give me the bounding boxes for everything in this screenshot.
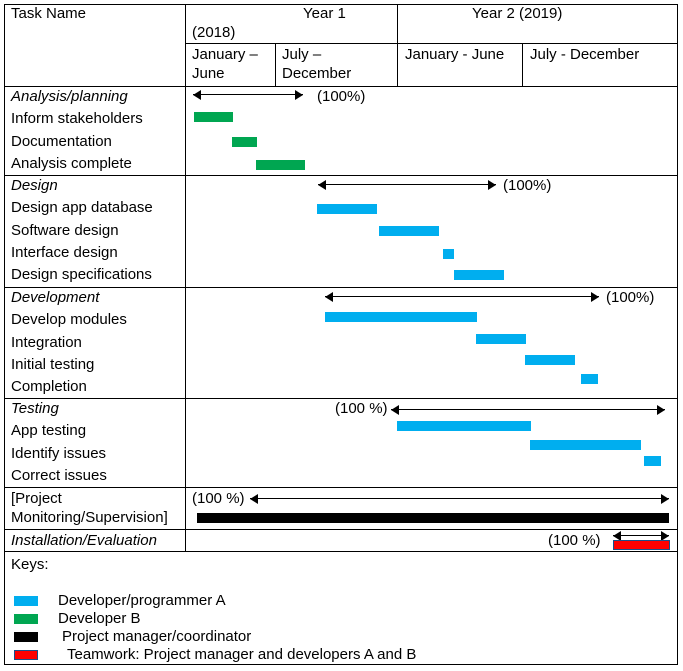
row-divider-header <box>4 86 678 87</box>
table-border-right <box>677 4 678 665</box>
key-label-manager: Project manager/coordinator <box>62 628 252 645</box>
row-divider-installation <box>4 551 678 552</box>
bar-design-app-database <box>317 204 377 214</box>
keys-title: Keys: <box>11 556 49 573</box>
period-header-1b: June <box>192 65 225 82</box>
key-swatch-developer-a <box>14 596 38 606</box>
period-header-2b: December <box>282 65 352 82</box>
task-completion: Completion <box>11 378 87 395</box>
span-arrow-testing <box>391 405 665 415</box>
task-integration: Integration <box>11 334 82 351</box>
bar-installation <box>613 540 670 550</box>
period-header-1a: January – <box>192 46 258 63</box>
key-swatch-developer-b <box>14 614 38 624</box>
task-name-header: Task Name <box>11 5 87 22</box>
task-correct-issues: Correct issues <box>11 467 107 484</box>
task-design-app-database: Design app database <box>11 199 153 216</box>
group-title-development: Development <box>11 289 100 306</box>
bar-app-testing <box>397 421 531 431</box>
period-divider-1 <box>275 43 276 86</box>
task-interface-design: Interface design <box>11 244 118 261</box>
group-title-monitoring-line2: Monitoring/Supervision] <box>11 509 168 526</box>
task-design-specifications: Design specifications <box>11 266 152 283</box>
span-arrow-design <box>318 180 496 190</box>
group-title-analysis: Analysis/planning <box>11 88 128 105</box>
task-analysis-complete: Analysis complete <box>11 155 132 172</box>
group-title-monitoring-line1: [Project <box>11 490 62 507</box>
group-title-installation: Installation/Evaluation <box>11 532 157 549</box>
period-header-2a: July – <box>282 46 322 63</box>
bar-interface-design <box>443 249 454 259</box>
row-divider-development <box>4 398 678 399</box>
bar-identify-issues <box>530 440 641 450</box>
bar-completion <box>581 374 598 384</box>
percent-monitoring: (100 %) <box>192 490 245 507</box>
span-arrow-analysis <box>193 90 303 100</box>
row-divider-testing <box>4 487 678 488</box>
task-identify-issues: Identify issues <box>11 445 107 462</box>
row-divider-analysis <box>4 175 678 176</box>
group-title-design: Design <box>11 177 58 194</box>
bar-inform-stakeholders <box>194 112 233 122</box>
span-arrow-development <box>325 292 599 302</box>
bar-analysis-complete <box>256 160 305 170</box>
task-initial-testing: Initial testing <box>11 356 95 373</box>
key-label-developer-b: Developer B <box>58 610 141 627</box>
bar-design-specifications <box>454 270 504 280</box>
bar-integration <box>476 334 526 344</box>
task-documentation: Documentation <box>11 133 112 150</box>
period-header-4: July - December <box>530 46 640 63</box>
percent-analysis: (100%) <box>317 88 366 105</box>
percent-installation: (100 %) <box>548 532 601 549</box>
year1-header: Year 1 <box>303 5 346 22</box>
percent-design: (100%) <box>503 177 552 194</box>
bar-software-design <box>379 226 439 236</box>
group-title-testing: Testing <box>11 400 59 417</box>
percent-testing: (100 %) <box>335 400 388 417</box>
bar-develop-modules <box>325 312 477 322</box>
bar-project-monitoring <box>197 513 669 523</box>
row-divider-monitoring <box>4 529 678 530</box>
year1-subheader: (2018) <box>192 24 236 41</box>
bar-documentation <box>232 137 257 147</box>
table-border-left <box>4 4 5 665</box>
period-header-3: January - June <box>405 46 505 63</box>
task-app-testing: App testing <box>11 422 87 439</box>
key-label-developer-a: Developer/programmer A <box>58 592 226 609</box>
key-label-teamwork: Teamwork: Project manager and developers A and B <box>67 646 417 663</box>
percent-development: (100%) <box>606 289 655 306</box>
bar-correct-issues <box>644 456 661 466</box>
bar-initial-testing <box>525 355 575 365</box>
period-header-line <box>186 43 678 44</box>
task-inform-stakeholders: Inform stakeholders <box>11 110 143 127</box>
table-border-bottom <box>4 664 678 665</box>
period-divider-3 <box>522 43 523 86</box>
span-arrow-monitoring <box>250 494 669 504</box>
key-swatch-teamwork <box>14 650 38 660</box>
row-divider-design <box>4 287 678 288</box>
year-divider <box>397 4 398 86</box>
key-swatch-manager <box>14 632 38 642</box>
year2-header: Year 2 (2019) <box>472 5 563 22</box>
task-software-design: Software design <box>11 222 119 239</box>
task-develop-modules: Develop modules <box>11 311 127 328</box>
